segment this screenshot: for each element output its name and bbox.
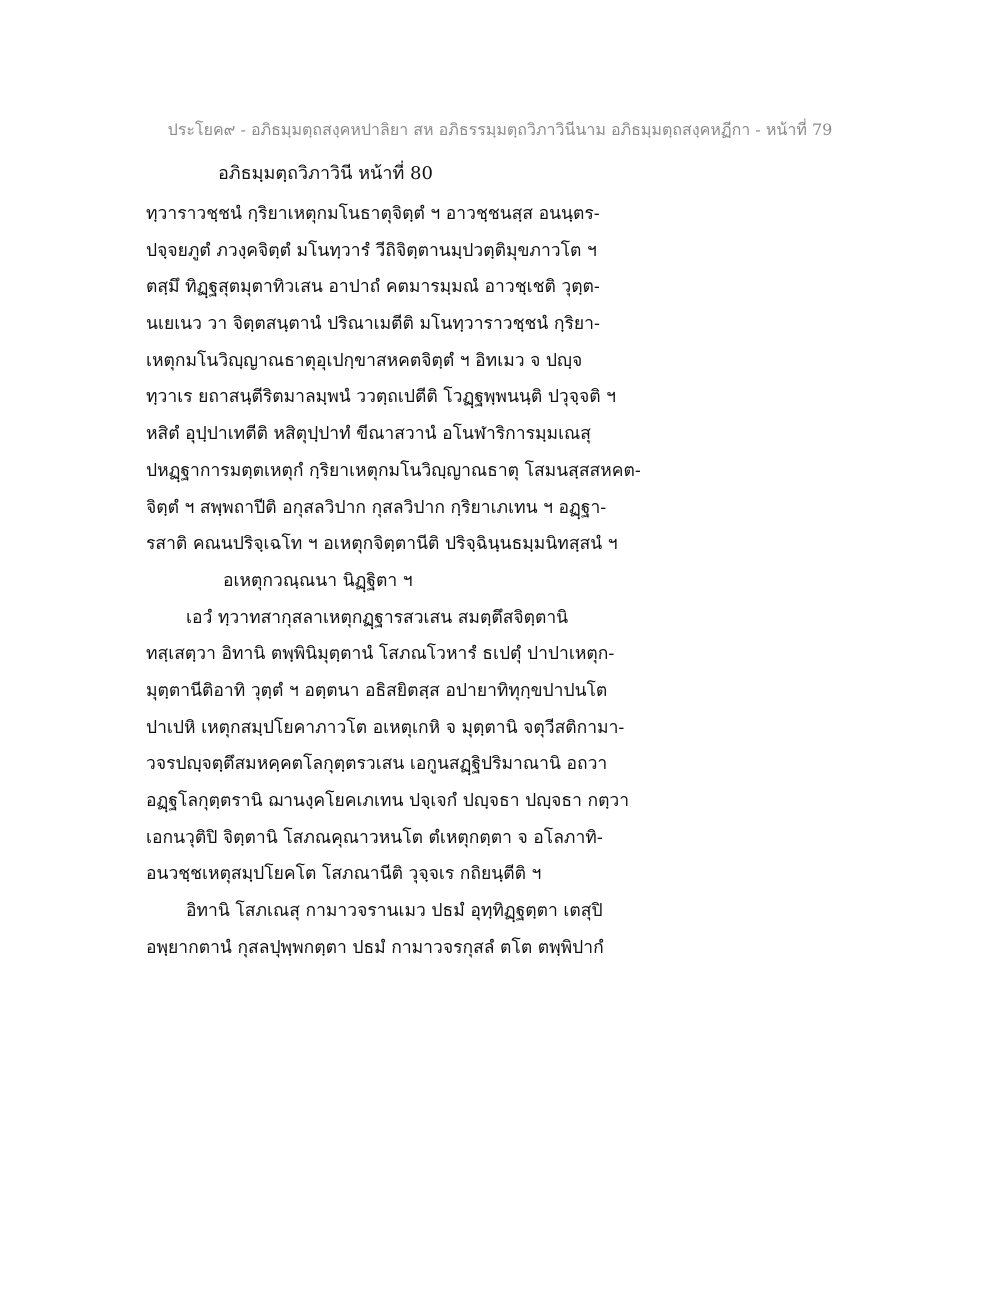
- page-heading: อภิธมฺมตฺถวิภาวินี หน้าที่ 80: [218, 163, 433, 184]
- paragraph-start-line: เอวํ ทฺวาทสากุสลาเหตุกฏฺฐารสวเสน สมตฺตึสจิตฺตานิ: [186, 607, 569, 628]
- text-line: ปาเปหิ เหตุกสมฺปโยคาภาวโต อเหตุเกหิ จ มุตฺตานิ จตุวีสติกามา-: [146, 717, 625, 738]
- text-line: อนวชฺชเหตุสมฺปโยคโต โสภณานีติ วุจฺจเร กถิยนฺตีติ ฯ: [146, 864, 542, 885]
- text-line: วจรปญฺจตฺตึสมหคฺคตโลกุตฺตรวเสน เอกูนสฏฺฐิปริมาณานิ อถวา: [146, 754, 608, 775]
- text-line: เหตุกมโนวิญฺญาณธาตุอุเปกฺขาสหคตจิตฺตํ ฯ อิทเมว จ ปญฺจ: [146, 350, 583, 371]
- text-line: จิตฺตํ ฯ สพฺพถาปีติ อกุสลวิปาก กุสลวิปาก กฺริยาเภเทน ฯ อฏฺฐา-: [146, 497, 607, 518]
- paragraph-start-line: อิทานิ โสภเณสุ กามาวจรานเมว ปธมํ อุทฺทิฏฺฐตฺตา เตสุปิ: [186, 901, 603, 922]
- running-header: ประโยค๙ - อภิธมฺมตฺถสงฺคหปาลิยา สห อภิธรรมฺมตฺถวิภาวินีนาม อภิธมฺมตฺถสงฺคหฏีกา - หน้าที่ 79: [167, 120, 833, 139]
- text-line: เอกนวุติปิ จิตฺตานิ โสภณคุณาวหนโต ตํเหตุกตฺตา จ อโลภาทิ-: [146, 827, 603, 848]
- text-line: รสาติ คณนปริจฺเฉโท ฯ อเหตุกจิตฺตานีติ ปริจฺฉินฺนธมฺมนิทสฺสนํ ฯ: [146, 534, 618, 555]
- text-line: ตสฺมึ ทิฏฺฐสุตมุตาทิวเสน อาปาถํ คตมารมฺมณํ อาวชฺเชติ วุตฺต-: [146, 277, 600, 298]
- text-line: มุตฺตานีติอาทิ วุตฺตํ ฯ อตฺตนา อธิสยิตสฺส อปายาทิทุกฺขปาปนโต: [146, 680, 608, 701]
- text-line: ทสฺเสตฺวา อิทานิ ตพฺพินิมุตฺตานํ โสภณโวหารํ ธเปตุํ ปาปาเหตุก-: [146, 644, 615, 665]
- section-end-line: อเหตุกวณฺณนา นิฏฺฐิตา ฯ: [223, 570, 413, 591]
- text-line: อฏฺฐโลกุตฺตรานิ ฌานงฺคโยคเภเทน ปจฺเจกํ ปญฺจธา ปญฺจธา กตฺวา: [146, 791, 630, 811]
- text-line: ปจฺจยภูตํ ภวงฺคจิตฺตํ มโนทฺวารํ วีถิจิตฺตานมฺปวตฺติมุขภาวโต ฯ: [146, 240, 597, 261]
- text-line: ทฺวาเร ยถาสนฺตีริตมาลมฺพนํ ววตฺถเปตีติ โวฏฺฐพฺพนนฺติ ปวุจฺจติ ฯ: [146, 387, 617, 408]
- text-line: นเยเนว วา จิตฺตสนฺตานํ ปริณาเมตีติ มโนทฺวาราวชฺชนํ กฺริยา-: [146, 314, 600, 335]
- body-text: [146, 196, 706, 966]
- text-line: ทฺวาราวชฺชนํ กฺริยาเหตุกมโนธาตุจิตฺตํ ฯ อาวชฺชนสฺส อนนฺตร-: [146, 204, 600, 224]
- text-line: ปหฏฺฐาการมตฺตเหตุกํ กฺริยาเหตุกมโนวิญฺญาณธาตุ โสมนสฺสสหคต-: [146, 460, 641, 481]
- text-line: อพฺยากตานํ กุสลปุพฺพกตฺตา ปธมํ กามาวจรกุสลํ ตโต ตพฺพิปากํ: [146, 937, 604, 958]
- text-line: หสิตํ อุปฺปาเทตีติ หสิตุปฺปาทํ ขีณาสวานํ อโนฬาริการมฺมเณสุ: [146, 424, 591, 445]
